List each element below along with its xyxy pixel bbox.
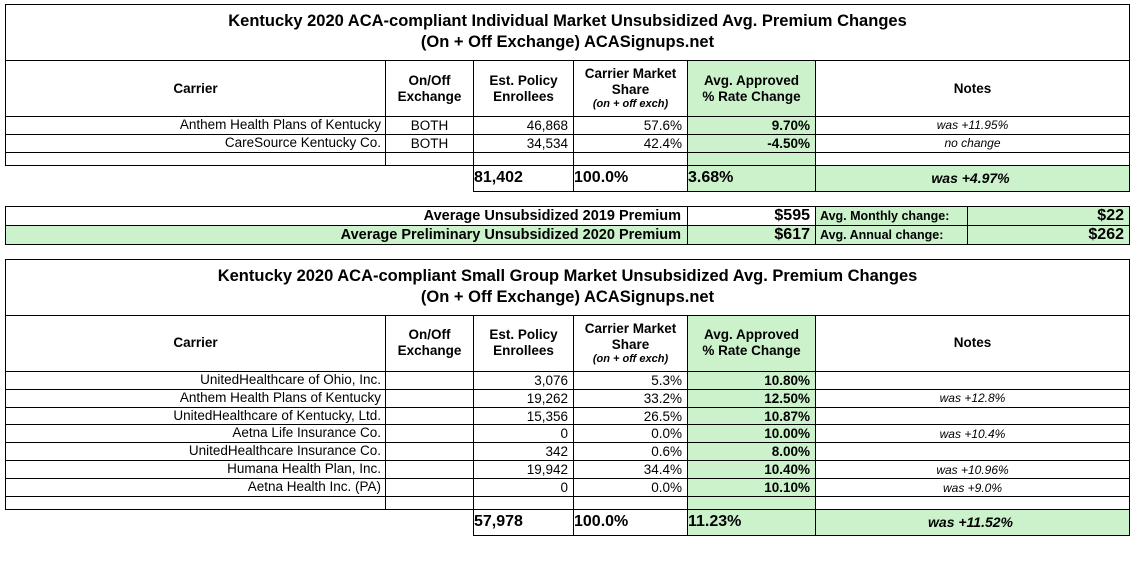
individual-header-row — [6, 61, 1130, 117]
header-exchange-line1: On/Off — [408, 327, 451, 343]
total-rate: 11.23% — [688, 509, 816, 535]
cell-share: 0.6% — [574, 443, 688, 461]
summary-value-2020: $617 — [688, 225, 816, 244]
table-row — [6, 371, 1130, 389]
cell-exchange — [386, 425, 474, 443]
section-gap — [5, 245, 1130, 259]
cell-notes: was +10.4% — [816, 425, 1130, 443]
header-rate-change — [688, 61, 816, 117]
table-row — [6, 134, 1130, 152]
individual-total-row — [6, 165, 1130, 191]
cell-notes — [816, 443, 1130, 461]
cell-empty — [574, 152, 688, 165]
summary-monthly-value: $22 — [968, 206, 1130, 225]
header-enrollees — [474, 316, 574, 372]
cell-share: 42.4% — [574, 134, 688, 152]
summary-value-2019: $595 — [688, 206, 816, 225]
header-rate-line1: Avg. Approved — [703, 327, 799, 343]
header-share-note: (on + off exch) — [592, 98, 669, 111]
header-market-share — [574, 61, 688, 117]
cell-carrier: Anthem Health Plans of Kentucky — [6, 117, 386, 135]
cell-enrollees: 19,942 — [474, 461, 574, 479]
header-rate-line2: % Rate Change — [702, 343, 801, 359]
cell-empty — [816, 152, 1130, 165]
cell-notes — [816, 407, 1130, 425]
total-notes: was +4.97% — [816, 165, 1130, 191]
summary-row — [6, 206, 1130, 225]
cell-exchange — [386, 479, 474, 497]
header-rate-change — [688, 316, 816, 372]
cell-exchange — [386, 371, 474, 389]
individual-market-table — [5, 4, 1130, 192]
total-enrollees: 81,402 — [474, 165, 574, 191]
cell-carrier: CareSource Kentucky Co. — [6, 134, 386, 152]
cell-empty — [474, 152, 574, 165]
table-row — [6, 389, 1130, 407]
header-exchange-line2: Exchange — [397, 343, 462, 359]
header-notes: Notes — [816, 316, 1130, 372]
cell-exchange — [386, 443, 474, 461]
small-group-title-row — [6, 259, 1130, 315]
cell-share: 0.0% — [574, 425, 688, 443]
header-carrier: Carrier — [6, 61, 386, 117]
table-row — [6, 461, 1130, 479]
cell-rate: 10.10% — [688, 479, 816, 497]
header-rate-line1: Avg. Approved — [703, 72, 799, 88]
header-share-line1: Carrier Market — [584, 321, 677, 336]
cell-rate: 10.40% — [688, 461, 816, 479]
cell-exchange — [386, 389, 474, 407]
cell-exchange: BOTH — [386, 117, 474, 135]
header-enrollees-line2: Enrollees — [493, 88, 554, 104]
table-row-empty — [6, 152, 1130, 165]
cell-share: 0.0% — [574, 479, 688, 497]
header-exchange-line2: Exchange — [397, 88, 462, 104]
cell-spacer — [386, 165, 474, 191]
cell-empty — [816, 496, 1130, 509]
summary-monthly-label: Avg. Monthly change: — [816, 206, 968, 225]
cell-enrollees: 34,534 — [474, 134, 574, 152]
header-exchange — [386, 61, 474, 117]
cell-rate: 10.00% — [688, 425, 816, 443]
small-group-title-line2: (On + Off Exchange) ACASignups.net — [420, 287, 715, 306]
total-notes: was +11.52% — [816, 509, 1130, 535]
summary-row — [6, 225, 1130, 244]
header-notes: Notes — [816, 61, 1130, 117]
table-row — [6, 479, 1130, 497]
header-share-line1: Carrier Market — [584, 66, 677, 82]
cell-notes: was +9.0% — [816, 479, 1130, 497]
cell-carrier: UnitedHealthcare of Kentucky, Ltd. — [6, 407, 386, 425]
table-row — [6, 407, 1130, 425]
cell-share: 33.2% — [574, 389, 688, 407]
cell-rate: 8.00% — [688, 443, 816, 461]
total-share: 100.0% — [574, 509, 688, 535]
cell-carrier: UnitedHealthcare Insurance Co. — [6, 443, 386, 461]
cell-notes: was +10.96% — [816, 461, 1130, 479]
cell-carrier: Aetna Life Insurance Co. — [6, 425, 386, 443]
cell-notes: was +12.8% — [816, 389, 1130, 407]
header-rate-line2: % Rate Change — [702, 88, 801, 104]
cell-carrier: Humana Health Plan, Inc. — [6, 461, 386, 479]
premium-summary-table — [5, 206, 1130, 245]
header-enrollees — [474, 61, 574, 117]
total-enrollees: 57,978 — [474, 509, 574, 535]
small-group-market-table — [5, 259, 1130, 536]
table-row — [6, 425, 1130, 443]
summary-label-2020: Average Preliminary Unsubsidized 2020 Premium — [6, 225, 688, 244]
individual-title — [6, 5, 1130, 61]
header-carrier: Carrier — [6, 316, 386, 372]
cell-exchange — [386, 407, 474, 425]
cell-enrollees: 0 — [474, 425, 574, 443]
individual-title-line1: Kentucky 2020 ACA-compliant Individual Market Unsubsidized Avg. Premium Changes — [228, 12, 907, 30]
cell-rate: 10.80% — [688, 371, 816, 389]
header-share-note: (on + off exch) — [592, 352, 669, 365]
summary-label-2019: Average Unsubsidized 2019 Premium — [6, 206, 688, 225]
cell-enrollees: 46,868 — [474, 117, 574, 135]
individual-title-line2: (On + Off Exchange) ACASignups.net — [420, 33, 715, 52]
cell-notes: was +11.95% — [816, 117, 1130, 135]
cell-enrollees: 19,262 — [474, 389, 574, 407]
cell-enrollees: 15,356 — [474, 407, 574, 425]
cell-spacer — [386, 509, 474, 535]
header-market-share — [574, 316, 688, 372]
cell-exchange — [386, 461, 474, 479]
cell-enrollees: 3,076 — [474, 371, 574, 389]
table-row-empty — [6, 496, 1130, 509]
cell-empty — [386, 496, 474, 509]
cell-empty — [6, 496, 386, 509]
table-row — [6, 117, 1130, 135]
cell-empty — [688, 496, 816, 509]
cell-enrollees: 342 — [474, 443, 574, 461]
cell-empty — [6, 152, 386, 165]
header-enrollees-line2: Enrollees — [493, 343, 554, 359]
section-gap — [5, 192, 1130, 206]
cell-rate: -4.50% — [688, 134, 816, 152]
cell-rate: 12.50% — [688, 389, 816, 407]
small-group-title — [6, 259, 1130, 315]
cell-exchange: BOTH — [386, 134, 474, 152]
cell-share: 57.6% — [574, 117, 688, 135]
header-share-line2: Share — [611, 82, 650, 98]
small-group-total-row — [6, 509, 1130, 535]
cell-empty — [386, 152, 474, 165]
cell-notes: no change — [816, 134, 1130, 152]
cell-share: 26.5% — [574, 407, 688, 425]
cell-notes — [816, 371, 1130, 389]
small-group-header-row — [6, 316, 1130, 372]
cell-carrier: Aetna Health Inc. (PA) — [6, 479, 386, 497]
cell-carrier: Anthem Health Plans of Kentucky — [6, 389, 386, 407]
cell-rate: 10.87% — [688, 407, 816, 425]
header-enrollees-line1: Est. Policy — [489, 327, 558, 343]
summary-annual-label: Avg. Annual change: — [816, 225, 968, 244]
header-exchange-line1: On/Off — [408, 72, 451, 88]
header-enrollees-line1: Est. Policy — [489, 72, 558, 88]
cell-empty — [688, 152, 816, 165]
cell-share: 5.3% — [574, 371, 688, 389]
total-rate: 3.68% — [688, 165, 816, 191]
cell-rate: 9.70% — [688, 117, 816, 135]
small-group-title-line1: Kentucky 2020 ACA-compliant Small Group Market Unsubsidized Avg. Premium Changes — [217, 266, 918, 285]
total-share: 100.0% — [574, 165, 688, 191]
cell-enrollees: 0 — [474, 479, 574, 497]
cell-carrier: UnitedHealthcare of Ohio, Inc. — [6, 371, 386, 389]
cell-spacer — [6, 509, 386, 535]
cell-empty — [474, 496, 574, 509]
individual-title-row — [6, 5, 1130, 61]
cell-share: 34.4% — [574, 461, 688, 479]
cell-spacer — [6, 165, 386, 191]
cell-empty — [574, 496, 688, 509]
table-row — [6, 443, 1130, 461]
header-exchange — [386, 316, 474, 372]
header-share-line2: Share — [611, 336, 650, 352]
summary-annual-value: $262 — [968, 225, 1130, 244]
